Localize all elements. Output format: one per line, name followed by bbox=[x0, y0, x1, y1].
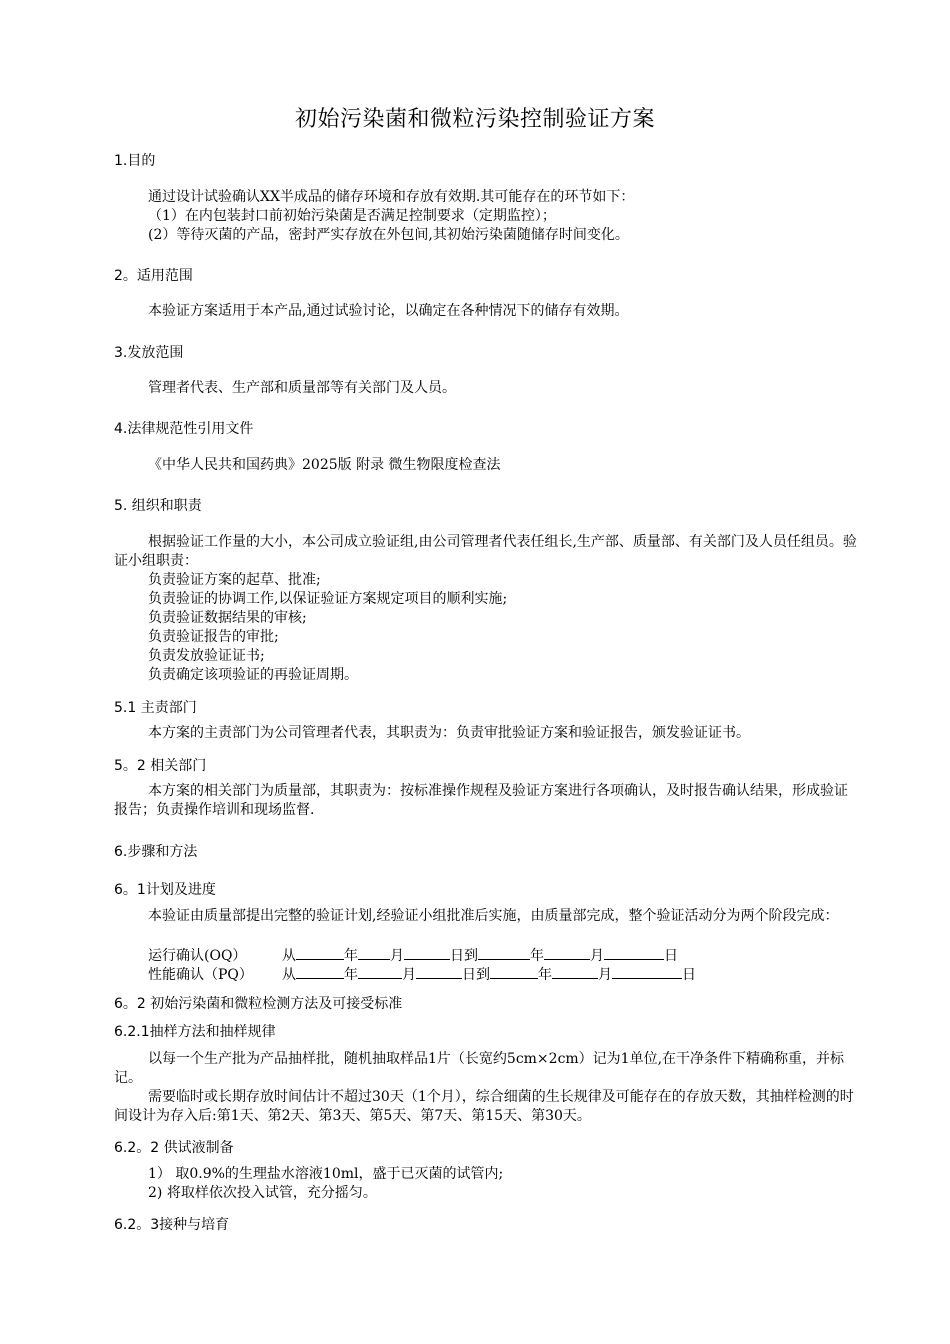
heading-related-department: 5。2 相关部门 bbox=[114, 758, 207, 774]
test-solution-item-2: 2) 将取样依次投入试管，充分摇匀。 bbox=[148, 1185, 377, 1201]
pq-end-month-label: 月 bbox=[598, 967, 612, 983]
pq-end-day-blank[interactable] bbox=[612, 964, 682, 979]
purpose-intro: 通过设计试验确认XX半成品的储存环境和存放有效期.其可能存在的环节如下： bbox=[148, 189, 635, 205]
pq-start-month-blank[interactable] bbox=[358, 964, 402, 979]
purpose-item-1: （1）在内包装封口前初始污染菌是否满足控制要求（定期监控）； bbox=[148, 208, 556, 224]
plan-text: 本验证由质量部提出完整的验证计划,经验证小组批准后实施，由质量部完成，整个验证活动分为两个阶段完成： bbox=[148, 908, 839, 924]
oq-year-label: 年 bbox=[344, 948, 358, 964]
heading-organization: 5. 组织和职责 bbox=[114, 498, 202, 514]
pq-month-label: 月 bbox=[402, 967, 416, 983]
heading-scope: 2。适用范围 bbox=[114, 268, 193, 284]
oq-end-day-label: 日 bbox=[664, 948, 678, 964]
pq-end-year-blank[interactable] bbox=[490, 964, 538, 979]
oq-from: 从 bbox=[282, 948, 296, 964]
sampling-paragraph-2: 需要临时或长期存放时间估计不超过30天（1个月），综合细菌的生长规律及可能存在的存放天数，其抽样检测的时间设计为存入后:第1天、第2天、第3天、第5天、第7天、第15天、第30天。 bbox=[114, 1089, 854, 1124]
pq-day-to-label: 日到 bbox=[462, 967, 490, 983]
heading-references: 4.法律规范性引用文件 bbox=[114, 421, 254, 437]
pq-end-year-label: 年 bbox=[538, 967, 552, 983]
oq-month-label: 月 bbox=[390, 948, 404, 964]
duty-item: 负责确定该项验证的再验证周期。 bbox=[148, 667, 358, 683]
pq-start-year-blank[interactable] bbox=[296, 964, 344, 979]
heading-lead-department: 5.1 主责部门 bbox=[114, 700, 197, 716]
oq-end-month-label: 月 bbox=[590, 948, 604, 964]
heading-inoculation: 6.2。3接种与培育 bbox=[114, 1217, 230, 1233]
heading-plan: 6。1计划及进度 bbox=[114, 882, 216, 898]
oq-end-year-blank[interactable] bbox=[478, 945, 530, 960]
oq-start-year-blank[interactable] bbox=[296, 945, 344, 960]
lead-department-text: 本方案的主责部门为公司管理者代表，其职责为：负责审批验证方案和验证报告，颁发验证证书。 bbox=[148, 725, 750, 741]
oq-day-to-label: 日到 bbox=[450, 948, 478, 964]
pq-end-month-blank[interactable] bbox=[552, 964, 598, 979]
heading-steps: 6.步骤和方法 bbox=[114, 844, 198, 860]
duty-item: 负责发放验证证书; bbox=[148, 648, 265, 664]
pq-end-day-label: 日 bbox=[682, 967, 696, 983]
heading-purpose: 1.目的 bbox=[114, 153, 156, 169]
oq-start-day-blank[interactable] bbox=[404, 945, 450, 960]
duty-item: 负责验证报告的审批; bbox=[148, 629, 279, 645]
pq-from: 从 bbox=[282, 967, 296, 983]
sampling-paragraph-1: 以每一个生产批为产品抽样批，随机抽取样品1片（长宽约5cm×2cm）记为1单位,在干净条件下精确称重，并标记。 bbox=[114, 1051, 845, 1086]
heading-detection-methods: 6。2 初始污染菌和微粒检测方法及可接受标准 bbox=[114, 996, 403, 1012]
scope-text: 本验证方案适用于本产品,通过试验讨论，以确定在各种情况下的储存有效期。 bbox=[148, 303, 629, 319]
test-solution-item-1: 1） 取0.9%的生理盐水溶液10ml，盛于已灭菌的试管内; bbox=[148, 1166, 504, 1182]
pq-year-label: 年 bbox=[344, 967, 358, 983]
duty-item: 负责验证方案的起草、批准; bbox=[148, 572, 321, 588]
oq-schedule-line bbox=[148, 945, 678, 966]
distribution-text: 管理者代表、生产部和质量部等有关部门及人员。 bbox=[148, 380, 456, 396]
duty-item: 负责验证数据结果的审核; bbox=[148, 610, 307, 626]
purpose-item-2: (2）等待灭菌的产品，密封严实存放在外包间,其初始污染菌随储存时间变化。 bbox=[148, 227, 629, 243]
heading-sampling: 6.2.1抽样方法和抽样规律 bbox=[114, 1024, 276, 1040]
oq-end-year-label: 年 bbox=[530, 948, 544, 964]
oq-start-month-blank[interactable] bbox=[358, 945, 390, 960]
document-title: 初始污染菌和微粒污染控制验证方案 bbox=[294, 107, 655, 132]
duty-item: 负责验证的协调工作,以保证验证方案规定项目的顺利实施; bbox=[148, 591, 508, 607]
pq-start-day-blank[interactable] bbox=[416, 964, 462, 979]
pq-schedule-line bbox=[148, 964, 696, 985]
oq-label: 运行确认(OQ） bbox=[148, 948, 247, 964]
heading-test-solution: 6.2。2 供试液制备 bbox=[114, 1140, 234, 1156]
heading-distribution: 3.发放范围 bbox=[114, 345, 184, 361]
organization-text: 根据验证工作量的大小，本公司成立验证组,由公司管理者代表任组长,生产部、质量部、有关部门及人员任组员。验证小组职责： bbox=[114, 534, 857, 569]
related-department-text: 本方案的相关部门为质量部，其职责为：按标准操作规程及验证方案进行各项确认，及时报告确认结果，形成验证报告；负责操作培训和现场监督. bbox=[114, 783, 848, 818]
references-text: 《中华人民共和国药典》2025版 附录 微生物限度检查法 bbox=[148, 457, 501, 473]
oq-end-day-blank[interactable] bbox=[604, 945, 664, 960]
pq-label: 性能确认（PQ） bbox=[148, 967, 253, 983]
oq-end-month-blank[interactable] bbox=[544, 945, 590, 960]
